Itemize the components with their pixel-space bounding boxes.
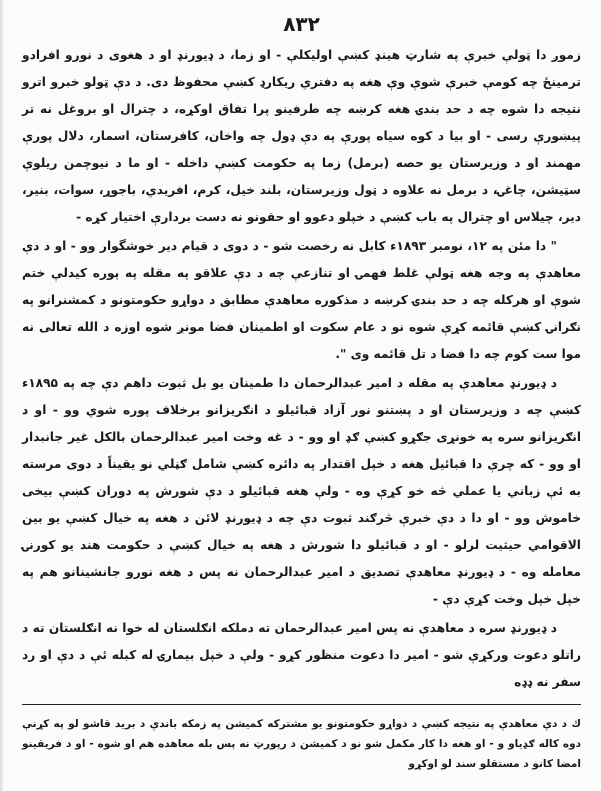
footnote: ك د دې معاهدې په نتیجه کښې د دواړو حکومتونو یو مشترکه کمیشن په زمکه باندې د برید قاشو لو په کړنې دوه کاله ګډیاو و - او هغه دا کار مکمل شو نو د کمیشن د رپورټ نه پس بله معاهده هم او شوه - او د فریقینو امضا کانو د مستقلو سند لو اوکړو [22, 718, 581, 770]
paragraph-4: د ډیورنډ سره د معاهدې نه پس امیر عبدالرحمان ته دملکه انګلستان له خوا نه انګلستان ته د راتلو دعوت ورکړې شو - امیر دا دعوت منظور کړو - ولې د خپل بیمارۍ له کبله ئې د دې او رد سفر نه ډډه [22, 621, 581, 689]
paragraph-1: زموږ دا ټولې خبرې په شارټ هینډ کښې اولیکلې - او زما، د ډیورنډ او د هغوی د نورو افرادو ترمینځ چه کومې خبرې شوې وې هغه په دفتري ریکارډ کښې محفوظ دی. د دې ټولو خبرو اترو نتیجه دا شوه چه د حد بندۍ هغه کرښه چه طرفینو پرا تفاق اوکړه، د چترال او بروغل نه تر پیښورې رسی - او بیا د کوه سیاه پورې په دې ډول چه واخان، کافرستان، اسمار، دلال پورې مهمند او د وزیرستان یو حصه (برمل) زما په حکومت کښې داخله - او ما د نیوچمن ریلوې سټیشن، چاغۍ، د برمل نه علاوه د ټول وزیرستان، بلند خیل، کرم، افریدي، باجوړ، سوات، بنیر، دیر، چیلاس او چترال په باب کښې د خپلو دعوو او حقونو نه دست بردارې اختیار کړه - [22, 48, 581, 224]
paragraph-2: " دا مئن په ۱۲، نومبر ۱۸۹۳ء کابل نه رخصت شو - د دوی د قیام دیر خوشگوار وو - او د دې معاهدې په وجه هغه ټولې غلط فهمۍ او تنازعې چه د دې علاقو په مقله په پوره کیدلې ختم شوې او هرکله چه د حد بندۍ کرښه د مذکوره معاهدې مطابق د دواړو حکومتونو د کمشنرانو په نګرانۍ کښې قائمه کړې شوه نو د عام سکوت او اطمینان فضا مونږ شوه اوزه د الله تعالی نه موا ست کوم چه دا فضا د تل قائمه وی ". [22, 239, 581, 361]
paragraph-3: د ډیورنډ معاهدې په مقله د امیر عبدالرحمان دا طمینان یو بل ثبوت داهم دې چه په ۱۸۹۵ء کښې چه د وزیرستان او د پښتنو نور آزاد قبائیلو د انګریزانو برخلاف پوره شوي وو - او د انګریزانو سره په خونړی جګړو کښې ګډ او وو - د غه وخت امیر عبدالرحمان بالکل غیر جانبدار او وو - که چرې دا قبائیل هغه د خپل اقتدار په دائره کښې شامل ګڼلي نو یقیناً د دوی مرسته به ئې زباني یا عملي څه خو کړې وه - ولې هغه قبائیلو د دې شورش په دوران کښې بیخی خاموش وو - او دا د دې خبرې څرګند ثبوت دې چه د ډیورنډ لائن د هغه په خیال کښې یو بین الاقوامي حیثیت لرلو - او د قبائیلو دا شورش د هغه په خیال کښې د حکومت هند یو کورنۍ معامله وه - د ډیورنډ معاهدې تصدیق د امیر عبدالرحمان نه پس د هغه نورو جانشینانو هم په خپل خپل وخت کړې دې - [22, 376, 581, 606]
footnote-divider [22, 704, 581, 705]
page-number: ۸۳۲ [283, 12, 320, 36]
scan-edge-shadow [0, 0, 4, 791]
